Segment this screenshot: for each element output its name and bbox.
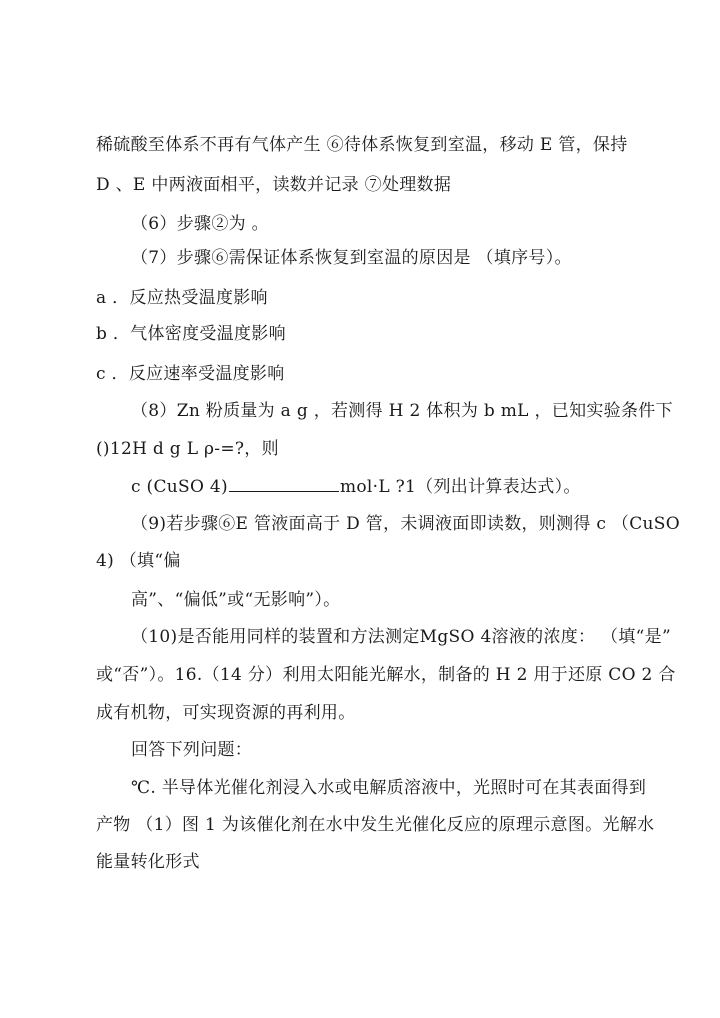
text-line-16c: ℃. 半导体光催化剂浸入水或电解质溶液中，光照时可在其表面得到 <box>131 778 647 798</box>
question-7: （7）步骤⑥需保证体系恢复到室温的原因是 （填序号）。 <box>131 248 572 268</box>
question-9: （9)若步骤⑥E 管液面高于 D 管，未调液面即读数，则测得 c （CuSO <box>131 514 680 534</box>
text-line-1: 稀硫酸至体系不再有气体产生 ⑥待体系恢复到室温，移动 E 管，保持 <box>96 135 628 155</box>
unit-text: mol·L ?1（列出计算表达式）。 <box>339 477 581 497</box>
option-c: c ．反应速率受温度影响 <box>96 364 285 384</box>
question-8: （8）Zn 粉质量为 a g ，若测得 H 2 体积为 b mL ，已知实验条件下 <box>131 401 673 421</box>
text-line-2: D 、E 中两液面相平，读数并记录 ⑦处理数据 <box>96 175 452 195</box>
answer-prompt: 回答下列问题： <box>131 740 253 760</box>
text-line-16b: 成有机物，可实现资源的再利用。 <box>96 703 356 723</box>
option-b: b ．气体密度受温度影响 <box>96 324 286 344</box>
formula-line: ()12H d g L ρ-=?，则 <box>96 439 279 459</box>
text-line-9c: 高”、“偏低”或“无影响”）。 <box>131 590 341 610</box>
question-10: （10)是否能用同样的装置和方法测定MgSO 4溶液的浓度： （填“是” <box>131 627 671 647</box>
text-line-9b: 4) （填“偏 <box>96 551 181 571</box>
text-line-16e: 能量转化形式 <box>96 852 200 872</box>
question-6: （6）步骤②为 。 <box>131 214 269 234</box>
cuso4-label: c (CuSO 4) <box>131 477 228 497</box>
text-line-16d: 产物 （1）图 1 为该催化剂在水中发生光催化反应的原理示意图。光解水 <box>96 815 655 835</box>
answer-blank[interactable] <box>229 475 339 492</box>
question-16-intro: 或“否”）。16.（14 分）利用太阳能光解水，制备的 H 2 用于还原 CO 2 合 <box>96 665 676 685</box>
answer-line-cuso4 <box>131 475 691 499</box>
option-a: a ．反应热受温度影响 <box>96 288 268 308</box>
